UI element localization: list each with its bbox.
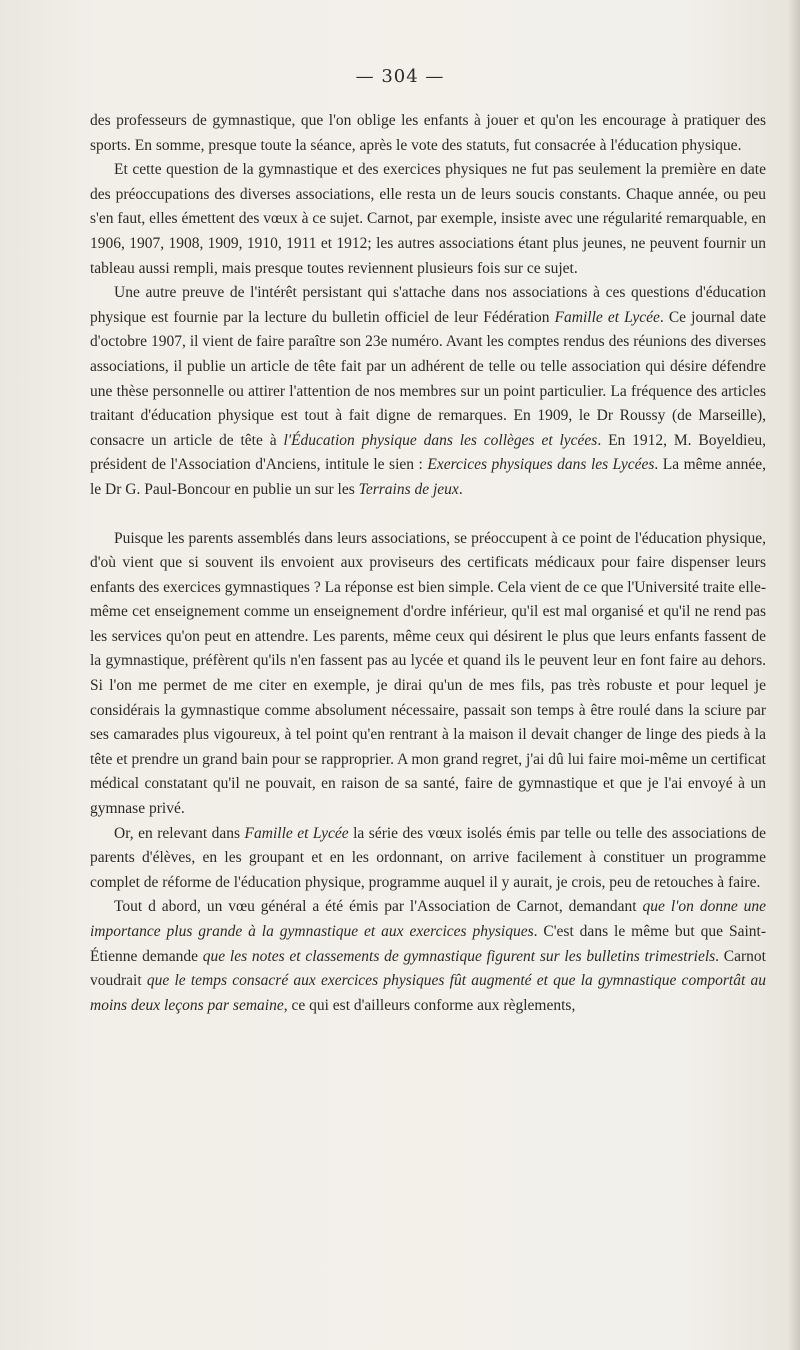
text-run: , ce qui est d'ailleurs conforme aux règlements, [283,996,576,1014]
text-run: Tout d abord, un vœu général a été émis par l'Association de Carnot, demandant [114,898,643,916]
italic-text: Famille et Lycée [244,824,349,842]
text-run: des professeurs de gymnastique, que l'on oblige les enfants à jouer et qu'on les encourage à pratiquer des sports. En somme, presque toute la séance, après le vote des statuts, fut consacrée à l'éducation physique. [90,112,766,154]
italic-text: que les notes et classements de gymnastique figurent sur les bulletins trimestriels [202,947,716,965]
text-run: Une autre preuve de l'intérêt persistant qui s'attache dans nos associations à ces questions d'éducation physique est fournie par la lecture du bulletin officiel de leur Fédération [90,284,766,326]
text-run: . [458,480,463,498]
text-run: . En 1912, M. Boyeldieu, président de l'Association d'Anciens, intitule le sien : [90,431,766,474]
text-run: Or, en relevant dans [114,824,245,842]
paragraph-6 [90,895,766,1018]
italic-text: que le temps consacré aux exercices physiques fût augmenté et que la gymnastique comportât au moins deux leçons par semaine [90,972,766,1014]
italic-text: l'Éducation physique dans les collèges et lycées [283,431,598,449]
paragraph-5 [90,822,766,896]
text-run: . La même année, le Dr G. Paul-Boncour en publie un sur les [90,456,767,498]
italic-text: Famille et Lycée [554,308,660,326]
paragraph-1 [90,109,766,158]
text-run: . Carnot voudrait [90,947,766,990]
text-run: Puisque les parents assemblés dans leurs associations, se préoccupent à ce point de l'éducation physique, d'où vient que si souvent ils envoient aux proviseurs des certificats médicaux pour faire dispenser leurs enfants des exercices gymnastiques ? La réponse est bien simple. Cela vient de ce que l'Université traite elle-même cet enseignement comme un enseignement d'ordre inférieur, qu'il est mal organisé et qu'il ne rend pas les services qu'on peut en attendre. Les parents, même ceux qui désirent le plus que leurs enfants fassent de la gymnastique, préfèrent qu'ils n'en fassent pas au lycée et quand ils le peuvent leur en font faire au dehors. Si l'on me permet de me citer en exemple, je dirai qu'un de mes fils, pas très robuste et pour lequel je considérais la gymnastique comme absolument nécessaire, passait son temps à être roulé dans la sciure par ses camarades plus vigoureux, à tel point qu'en rentrant à la maison il devait changer de linge des pieds à la tête et prendre un grand bain pour se rapproprier. A mon grand regret, j'ai dû lui faire moi-même un certificat médical constatant qu'il ne pouvait, en raison de sa santé, faire de gymnastique et que je l'ai envoyé à un gymnase privé. [90,529,766,818]
italic-text: Terrains de jeux [358,480,459,498]
page-number: — 304 — [355,66,445,87]
page-edge-shadow [788,0,800,1350]
text-run: Et cette question de la gymnastique et des exercices physiques ne fut pas seulement la première en date des préoccupations des diverses associations, elle resta un de leurs soucis constants. Chaque année, ou peu s'en faut, elles émettent des vœux à ce sujet. Carnot, par exemple, insiste avec une régularité remarquable, en 1906, 1907, 1908, 1909, 1910, 1911 et 1912; les autres associations étant plus jeunes, ne peuvent fournir un tableau aussi rempli, mais presque toutes reviennent plusieurs fois sur ce sujet. [90,161,766,277]
text-run: . Ce journal date d'octobre 1907, il vient de faire paraître son 23e numéro. Avant les comptes rendus des réunions des diverses associations, il publie un article de tête fait par un adhérent de telle ou telle association qui désire défendre une thèse personnelle ou attirer l'attention de nos membres sur un point particulier. La fréquence des articles traitant d'éducation physique est tout à fait digne de remarques. En 1909, le Dr Roussy (de Marseille), consacre un article de tête à [90,308,766,449]
text-run: . C'est dans le même but que Saint-Étienne demande [90,923,766,965]
italic-text: Exercices physiques dans les Lycées [427,456,655,474]
italic-text: que l'on donne une importance plus grande à la gymnastique et aux exercices physiques [90,898,766,940]
paragraph-2 [90,158,766,281]
text-run: la série des vœux isolés émis par telle ou telle des associations de parents d'élèves, en les groupant et en les ordonnant, on arrive facilement à constituer un programme complet de réforme de l'éducation physique, programme auquel il y aurait, je crois, peu de retouches à faire. [90,824,766,891]
body-text [90,109,766,1018]
paragraph-4 [90,527,766,822]
paragraph-3 [90,281,766,502]
